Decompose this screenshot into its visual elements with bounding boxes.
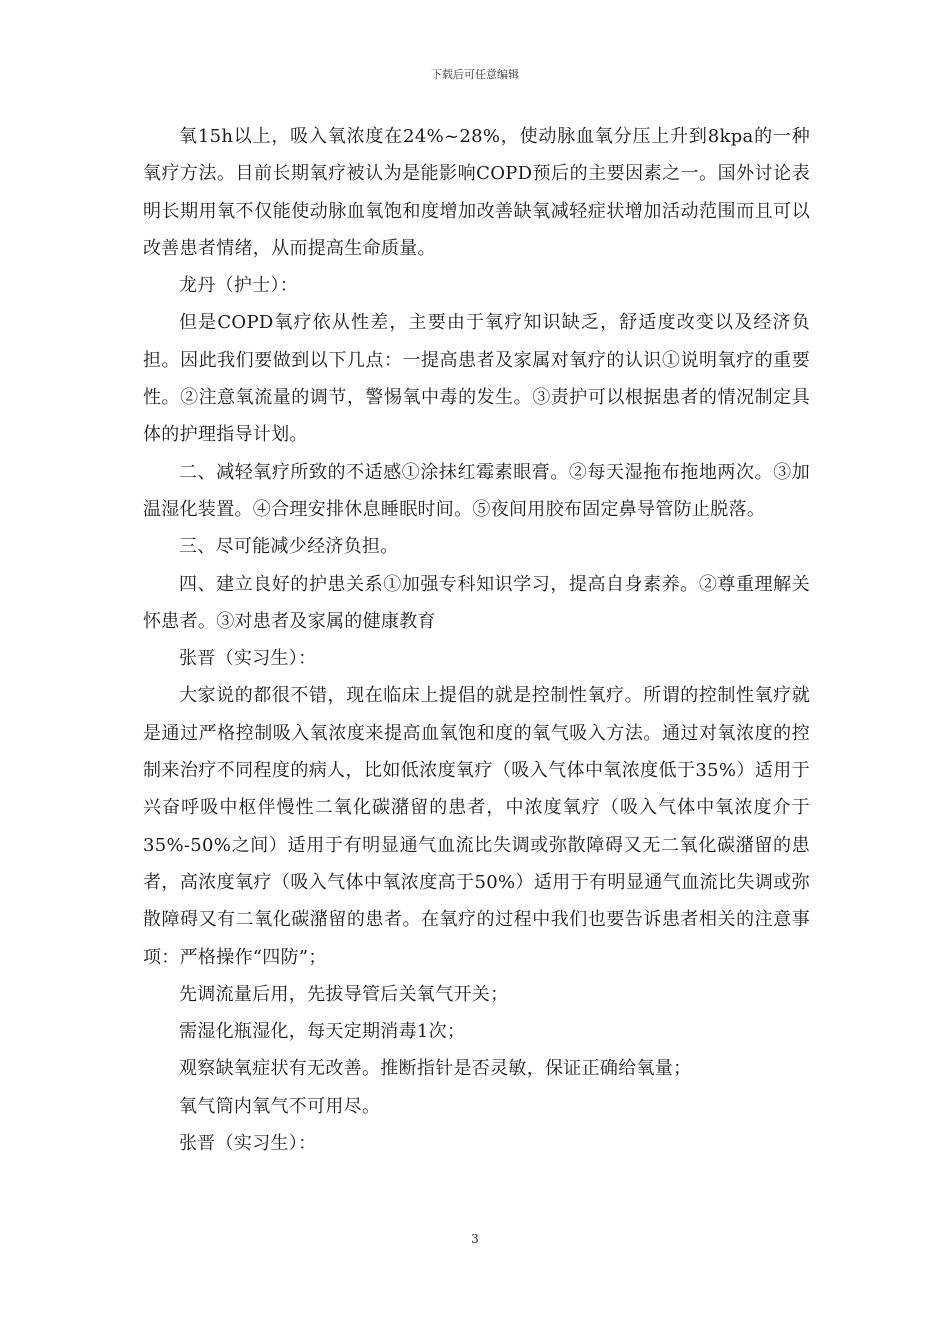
paragraph-compliance: 但是COPD氧疗依从性差，主要由于氧疗知识缺乏，舒适度改变以及经济负担。因此我们要做到以下几点：一提高患者及家属对氧疗的认识①说明氧疗的重要性。②注意氧流量的调节，警惕氧中毒的发生。③责护可以根据患者的情况制定具体的护理指导计划。 [143,312,810,446]
precaution-item-3: 观察缺氧症状有无改善。推断指针是否灵敏，保证正确给氧量； [179,1058,692,1080]
page-header: 下载后可任意编辑 [431,68,519,81]
paragraph-controlled-oxygen-therapy: 大家说的都很不错，现在临床上提倡的就是控制性氧疗。所谓的控制性氧疗就是通过严格控制吸入氧浓度来提高血氧饱和度的氧气吸入方法。通过对氧浓度的控制来治疗不同程度的病人，比如低浓度氧疗（吸入气体中氧浓度低于35%）适用于兴奋呼吸中枢伴慢性二氧化碳潴留的患者，中浓度氧疗（吸入气体中氧浓度介于35%-50%之间）适用于有明显通气血流比失调或弥散障碍又无二氧化碳潴留的患者，高浓度氧疗（吸入气体中氧浓度高于50%）适用于有明显通气血流比失调或弥散障碍又有二氧化碳潴留的患者。在氧疗的过程中我们也要告诉患者相关的注意事项：严格操作“四防”； [143,685,810,968]
speaker-zhangjin-2: 张晋（实习生）： [179,1133,317,1155]
paragraph-oxygen-therapy-definition: 氧15h以上，吸入氧浓度在24%~28%，使动脉血氧分压上升到8kpa的一种氧疗方法。目前长期氧疗被认为是能影响COPD预后的主要因素之一。国外讨论表明长期用氧不仅能使动脉血氧饱和度增加改善缺氧减轻症状增加活动范围而且可以改善患者情绪，从而提高生命质量。 [143,126,810,259]
speaker-longdan: 龙丹（护士）： [179,275,299,297]
precaution-item-4: 氧气筒内氧气不可用尽。 [179,1095,381,1117]
speaker-zhangjin-1: 张晋（实习生）： [179,648,317,670]
document-body [143,118,810,1162]
paragraph-discomfort: 二、减轻氧疗所致的不适感①涂抹红霉素眼膏。②每天湿拖布拖地两次。③加温湿化装置。④合理安排休息睡眠时间。⑤夜间用胶布固定鼻导管防止脱落。 [143,461,810,520]
paragraph-economic-burden: 三、尽可能减少经济负担。 [179,536,399,558]
precaution-item-1: 先调流量后用，先拔导管后关氧气开关； [179,983,509,1005]
page-number: 3 [471,1232,479,1246]
paragraph-nurse-patient-relation: 四、建立良好的护患关系①加强专科知识学习，提高自身素养。②尊重理解关怀患者。③对患者及家属的健康教育 [143,573,810,632]
precaution-item-2: 需湿化瓶湿化，每天定期消毒1次； [179,1021,466,1043]
